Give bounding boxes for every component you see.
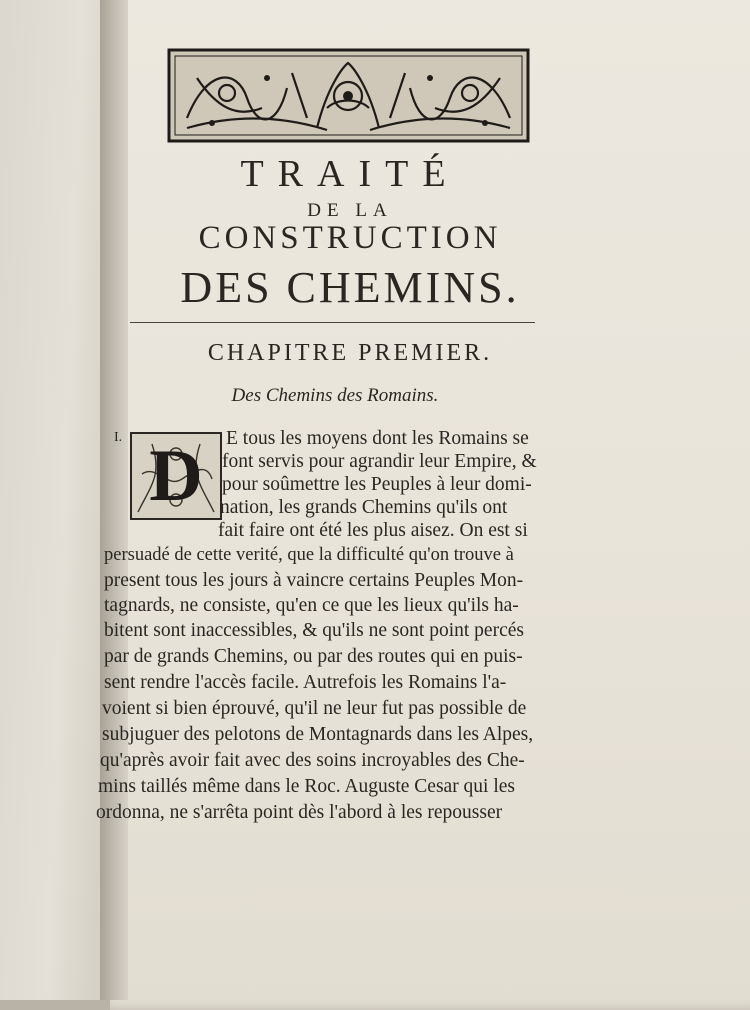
text-line: E tous les moyens dont les Romains se — [226, 428, 529, 449]
text-line: voient si bien éprouvé, qu'il ne leur fut pas possible de — [102, 698, 527, 719]
text-line: qu'après avoir fait avec des soins incroyables des Che- — [100, 750, 525, 771]
drop-cap-letter: D — [149, 435, 203, 517]
decorative-headpiece — [167, 48, 530, 143]
text-line: ordonna, ne s'arrêta point dès l'abord à les repousser — [96, 802, 503, 823]
text-line: bitent sont inaccessibles, & qu'ils ne sont point percés — [104, 620, 524, 641]
chapter-subtitle: Des Chemins des Romains. — [231, 385, 439, 406]
text-line: sent rendre l'accès facile. Autrefois les Romains l'a- — [104, 672, 507, 693]
text-line: pour soûmettre les Peuples à leur domi- — [222, 474, 532, 495]
text-line: persuadé de cette verité, que la difficulté qu'on trouve à — [104, 545, 514, 565]
text-line: tagnards, ne consiste, qu'en ce que les lieux qu'ils ha- — [104, 595, 519, 616]
title-des-chemins: DES CHEMINS. — [180, 263, 520, 312]
text-line: fait faire ont été les plus aisez. On est si — [218, 520, 528, 541]
text-line: par de grands Chemins, ou par des routes qui en puis- — [104, 646, 523, 667]
title-de-la: DE LA — [307, 200, 393, 221]
title-traite: TRAITÉ — [240, 153, 460, 195]
text-line: present tous les jours à vaincre certains Peuples Mon- — [104, 570, 524, 591]
chapter-heading: CHAPITRE PREMIER. — [207, 340, 493, 366]
text-line: subjuguer des pelotons de Montagnards dans les Alpes, — [102, 724, 534, 745]
text-line: font servis pour agrandir leur Empire, & — [222, 451, 537, 472]
title-divider — [130, 322, 535, 323]
page-gutter — [100, 0, 128, 1000]
text-line: nation, les grands Chemins qu'ils ont — [220, 497, 508, 518]
text-line: mins taillés même dans le Roc. Auguste Cesar qui les — [98, 776, 516, 797]
paragraph-number: I. — [114, 430, 123, 445]
title-construction: CONSTRUCTION — [198, 220, 502, 256]
drop-cap-frame — [130, 432, 222, 520]
